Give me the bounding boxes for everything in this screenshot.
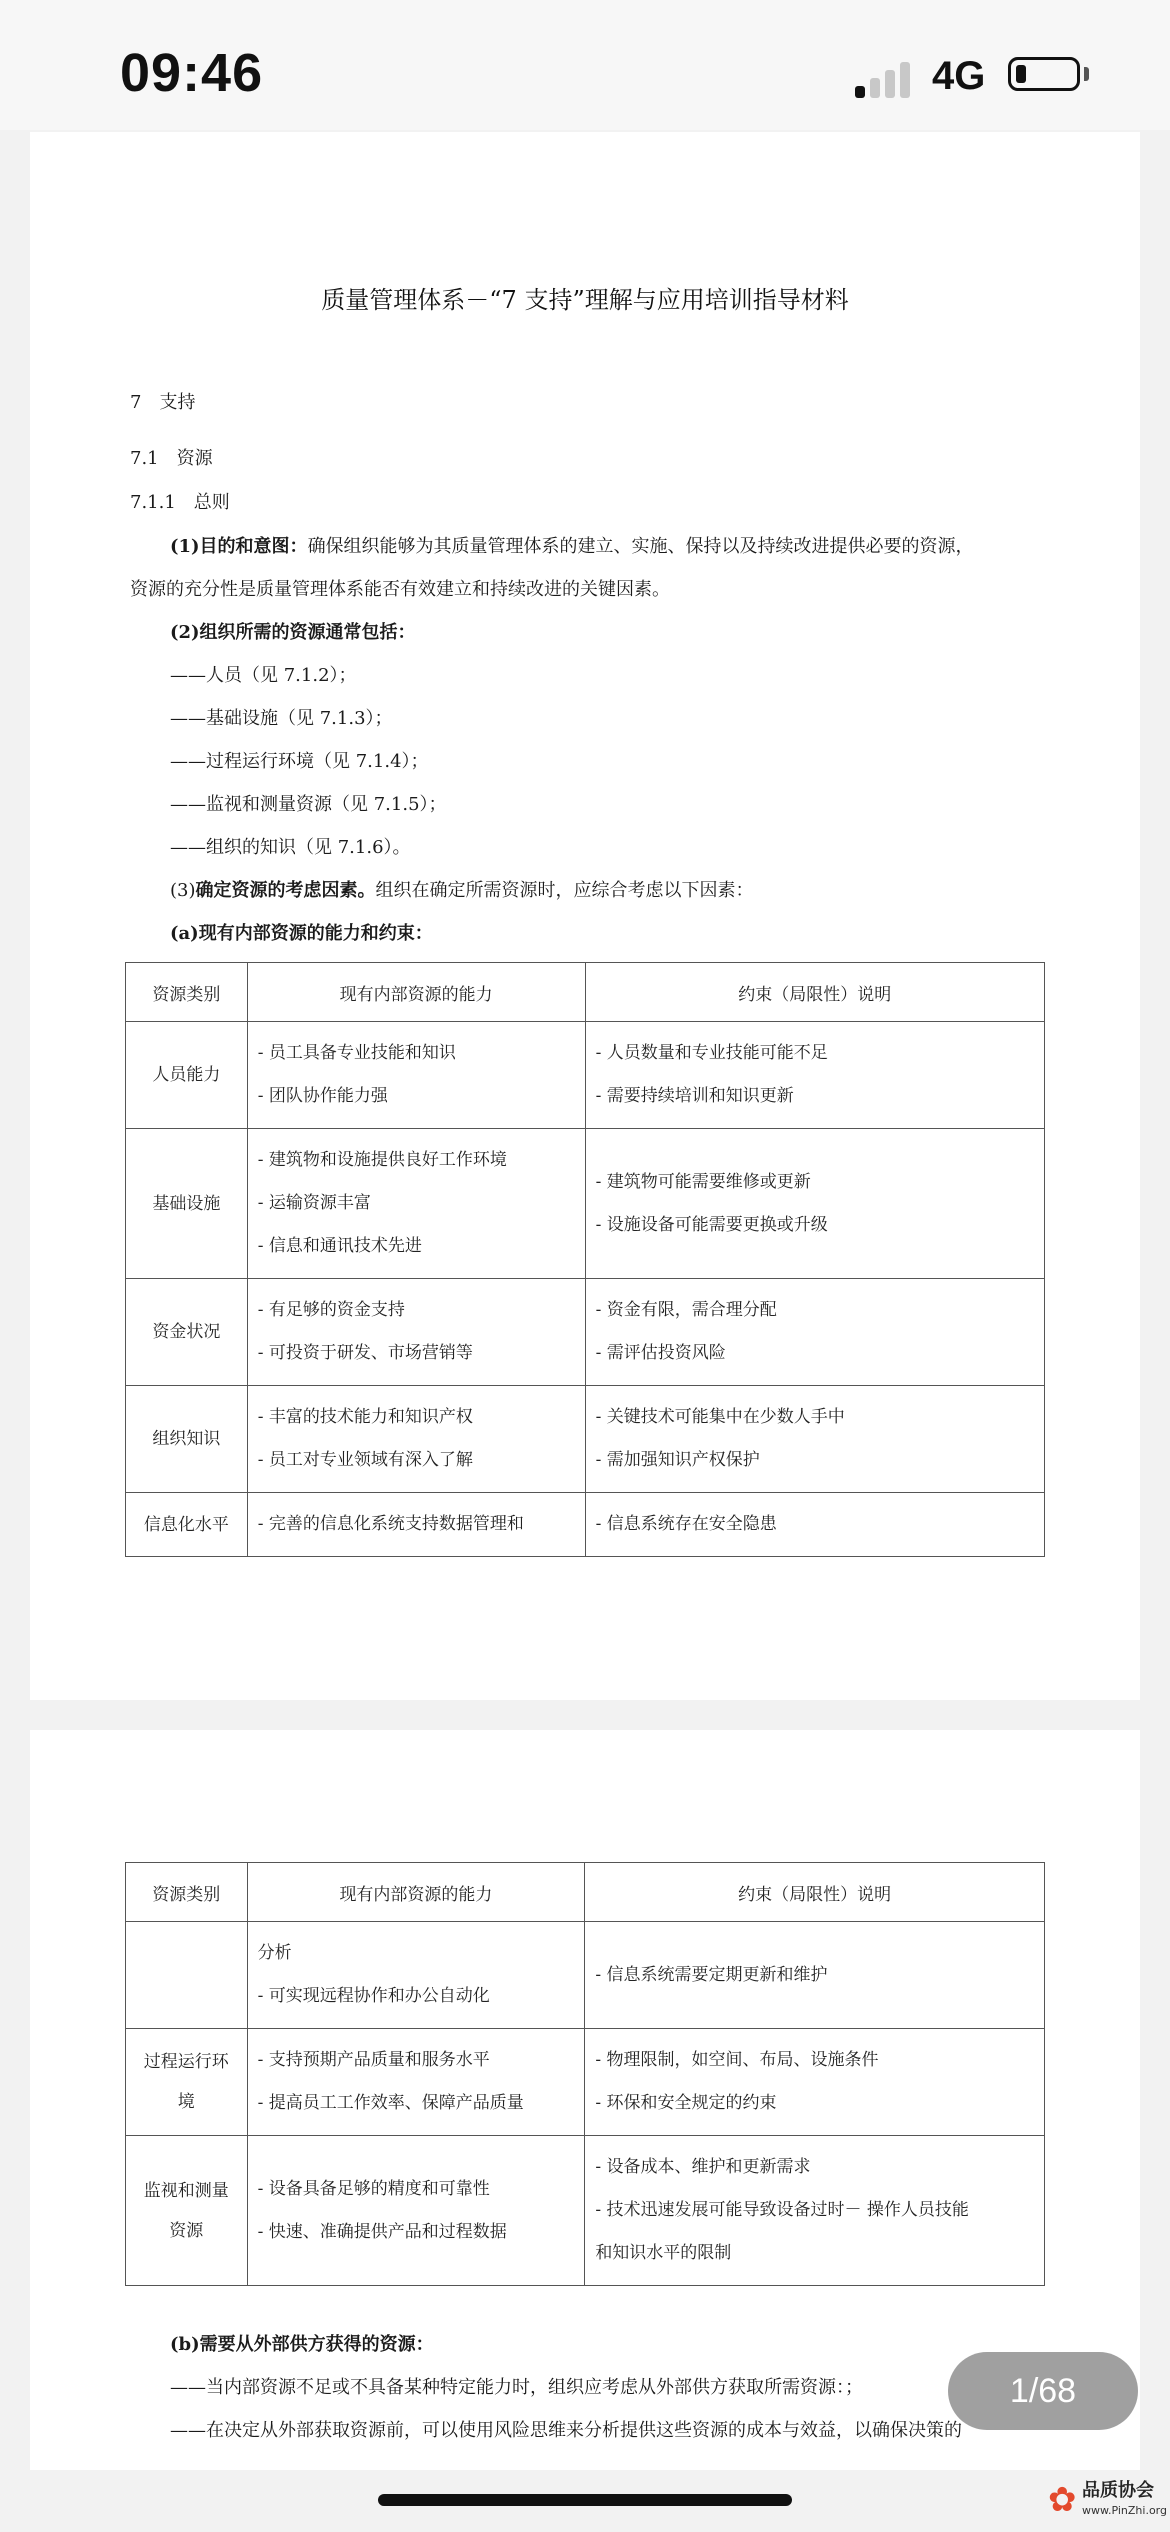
resource-list-item: ——监视和测量资源（见 7.1.5）； xyxy=(170,794,447,815)
paragraph-1-continued: 资源的充分性是质量管理体系能否有效建立和持续改进的关键因素。 xyxy=(130,579,670,600)
constraint-cell xyxy=(585,1022,1044,1129)
constraint-cell xyxy=(585,2136,1045,2286)
capability-cell xyxy=(247,1493,585,1557)
constraint-item: 和知识水平的限制 xyxy=(595,2243,732,2263)
capability-item: - 可投资于研发、市场营销等 xyxy=(257,1343,473,1363)
table-header-row xyxy=(126,1863,1045,1922)
resource-table-part-2 xyxy=(125,1862,1045,2286)
capability-cell xyxy=(247,1022,585,1129)
header-capability: 现有内部资源的能力 xyxy=(247,963,585,1022)
document-title: 质量管理体系－“7 支持”理解与应用培训指导材料 xyxy=(321,286,849,314)
capability-cell xyxy=(247,2029,585,2136)
resource-type-cell: 过程运行环境 xyxy=(126,2029,248,2136)
table-row xyxy=(126,1129,1045,1279)
capability-item: - 支持预期产品质量和服务水平 xyxy=(257,2050,490,2070)
paragraph-1-text: 确保组织能够为其质量管理体系的建立、实施、保持以及持续改进提供必要的资源， xyxy=(307,536,974,557)
paragraph-3 xyxy=(170,876,754,902)
constraint-cell xyxy=(585,1493,1044,1557)
capability-item: - 团队协作能力强 xyxy=(257,1086,388,1106)
constraint-item: - 设施设备可能需要更换或升级 xyxy=(595,1214,828,1235)
paragraph-3-text: 组织在确定所需资源时，应综合考虑以下因素： xyxy=(375,880,754,901)
constraint-cell xyxy=(585,1386,1044,1493)
capability-cell xyxy=(247,1922,585,2029)
constraint-item: - 设备成本、维护和更新需求 xyxy=(595,2157,811,2177)
constraint-item: - 信息系统存在安全隐患 xyxy=(595,1514,777,1534)
constraint-cell xyxy=(585,1279,1044,1386)
watermark-url: www.PinZhi.org xyxy=(1082,2504,1167,2517)
subsection-heading: 7.1 资源 xyxy=(130,448,213,469)
resource-type-cell: 组织知识 xyxy=(126,1386,248,1493)
capability-item: - 员工具备专业技能和知识 xyxy=(257,1043,456,1063)
header-constraint: 约束（局限性）说明 xyxy=(585,963,1044,1022)
resource-type-cell xyxy=(126,1922,248,2029)
constraint-cell xyxy=(585,1922,1045,2029)
header-constraint: 约束（局限性）说明 xyxy=(585,1863,1045,1922)
resource-list-item: ——人员（见 7.1.2）； xyxy=(170,665,357,686)
table-row xyxy=(126,1022,1045,1129)
network-type: 4G xyxy=(932,54,986,98)
paragraph-1-label: (1)目的和意图： xyxy=(170,536,308,557)
constraint-item: - 技术迅速发展可能导致设备过时－ 操作人员技能 xyxy=(595,2200,969,2220)
resource-type-cell: 基础设施 xyxy=(126,1129,248,1279)
paragraph-3-number: (3) xyxy=(170,880,196,901)
capability-cell xyxy=(247,1279,585,1386)
paragraph-b-line-2: ——在决定从外部获取资源前，可以使用风险思维来分析提供这些资源的成本与效益，以确保决策的 xyxy=(170,2420,962,2441)
table-row xyxy=(126,1279,1045,1386)
resource-type-cell: 人员能力 xyxy=(126,1022,248,1129)
paragraph-2-label: (2)组织所需的资源通常包括： xyxy=(170,622,416,643)
section-heading: 7 支持 xyxy=(130,392,196,413)
watermark-logo xyxy=(1048,2470,1166,2528)
paragraph-1 xyxy=(170,532,974,558)
constraint-item: - 建筑物可能需要维修或更新 xyxy=(595,1171,811,1192)
constraint-cell xyxy=(585,1129,1044,1279)
capability-item: - 快速、准确提供产品和过程数据 xyxy=(257,2221,507,2242)
capability-item: - 提高员工工作效率、保障产品质量 xyxy=(257,2093,524,2113)
clause-heading: 7.1.1 总则 xyxy=(130,492,230,513)
header-resource-type: 资源类别 xyxy=(126,963,248,1022)
table-row xyxy=(126,1493,1045,1557)
capability-item: - 员工对专业领域有深入了解 xyxy=(257,1450,473,1470)
cellular-signal-icon xyxy=(855,58,915,98)
battery-tip xyxy=(1084,67,1089,81)
constraint-cell xyxy=(585,2029,1045,2136)
paragraph-b-label: (b)需要从外部供方获得的资源： xyxy=(170,2334,434,2355)
header-resource-type: 资源类别 xyxy=(126,1863,248,1922)
header-capability: 现有内部资源的能力 xyxy=(247,1863,585,1922)
logo-icon: ✿ xyxy=(1048,2480,1077,2520)
capability-item: - 信息和通讯技术先进 xyxy=(257,1236,422,1256)
constraint-item: - 环保和安全规定的约束 xyxy=(595,2093,777,2113)
table-row xyxy=(126,1922,1045,2029)
resource-type-cell: 资金状况 xyxy=(126,1279,248,1386)
resource-type-cell: 监视和测量资源 xyxy=(126,2136,248,2286)
capability-item: - 有足够的资金支持 xyxy=(257,1300,405,1320)
table-row xyxy=(126,2029,1045,2136)
table-row xyxy=(126,2136,1045,2286)
capability-item: 分析 xyxy=(257,1943,292,1963)
capability-item: - 设备具备足够的精度和可靠性 xyxy=(257,2178,490,2199)
constraint-item: - 资金有限，需合理分配 xyxy=(595,1300,777,1320)
resource-list-item: ——过程运行环境（见 7.1.4）； xyxy=(170,751,429,772)
constraint-item: - 信息系统需要定期更新和维护 xyxy=(595,1964,828,1985)
table-header-row xyxy=(126,963,1045,1022)
resource-type-cell: 信息化水平 xyxy=(126,1493,248,1557)
constraint-item: - 关键技术可能集中在少数人手中 xyxy=(595,1407,845,1427)
table-row xyxy=(126,1386,1045,1493)
status-bar xyxy=(0,0,1170,130)
capability-cell xyxy=(247,1386,585,1493)
home-indicator[interactable] xyxy=(378,2494,792,2506)
capability-item: - 建筑物和设施提供良好工作环境 xyxy=(257,1150,507,1170)
page-indicator[interactable]: 1/68 xyxy=(948,2352,1138,2430)
constraint-item: - 需要持续培训和知识更新 xyxy=(595,1086,794,1106)
constraint-item: - 人员数量和专业技能可能不足 xyxy=(595,1043,828,1063)
watermark-name: 品质协会 xyxy=(1082,2480,1154,2501)
capability-item: - 可实现远程协作和办公自动化 xyxy=(257,1986,490,2006)
status-time: 09:46 xyxy=(120,43,264,103)
capability-item: - 运输资源丰富 xyxy=(257,1193,371,1213)
constraint-item: - 物理限制，如空间、布局、设施条件 xyxy=(595,2050,879,2070)
capability-item: - 丰富的技术能力和知识产权 xyxy=(257,1407,473,1427)
capability-cell xyxy=(247,2136,585,2286)
paragraph-3-label: 确定资源的考虑因素。 xyxy=(195,880,376,901)
paragraph-b-line-1: ——当内部资源不足或不具备某种特定能力时，组织应考虑从外部供方获取所需资源：； xyxy=(170,2377,863,2398)
resource-list-item: ——基础设施（见 7.1.3）； xyxy=(170,708,393,729)
constraint-item: - 需加强知识产权保护 xyxy=(595,1450,760,1470)
constraint-item: - 需评估投资风险 xyxy=(595,1343,726,1363)
resource-table-part-1 xyxy=(125,962,1045,1557)
battery-icon xyxy=(1008,57,1080,91)
capability-cell xyxy=(247,1129,585,1279)
document-page-1[interactable] xyxy=(30,132,1140,1700)
capability-item: - 完善的信息化系统支持数据管理和 xyxy=(257,1514,524,1534)
resource-list-item: ——组织的知识（见 7.1.6）。 xyxy=(170,837,411,858)
paragraph-a-label: (a)现有内部资源的能力和约束： xyxy=(170,923,433,944)
